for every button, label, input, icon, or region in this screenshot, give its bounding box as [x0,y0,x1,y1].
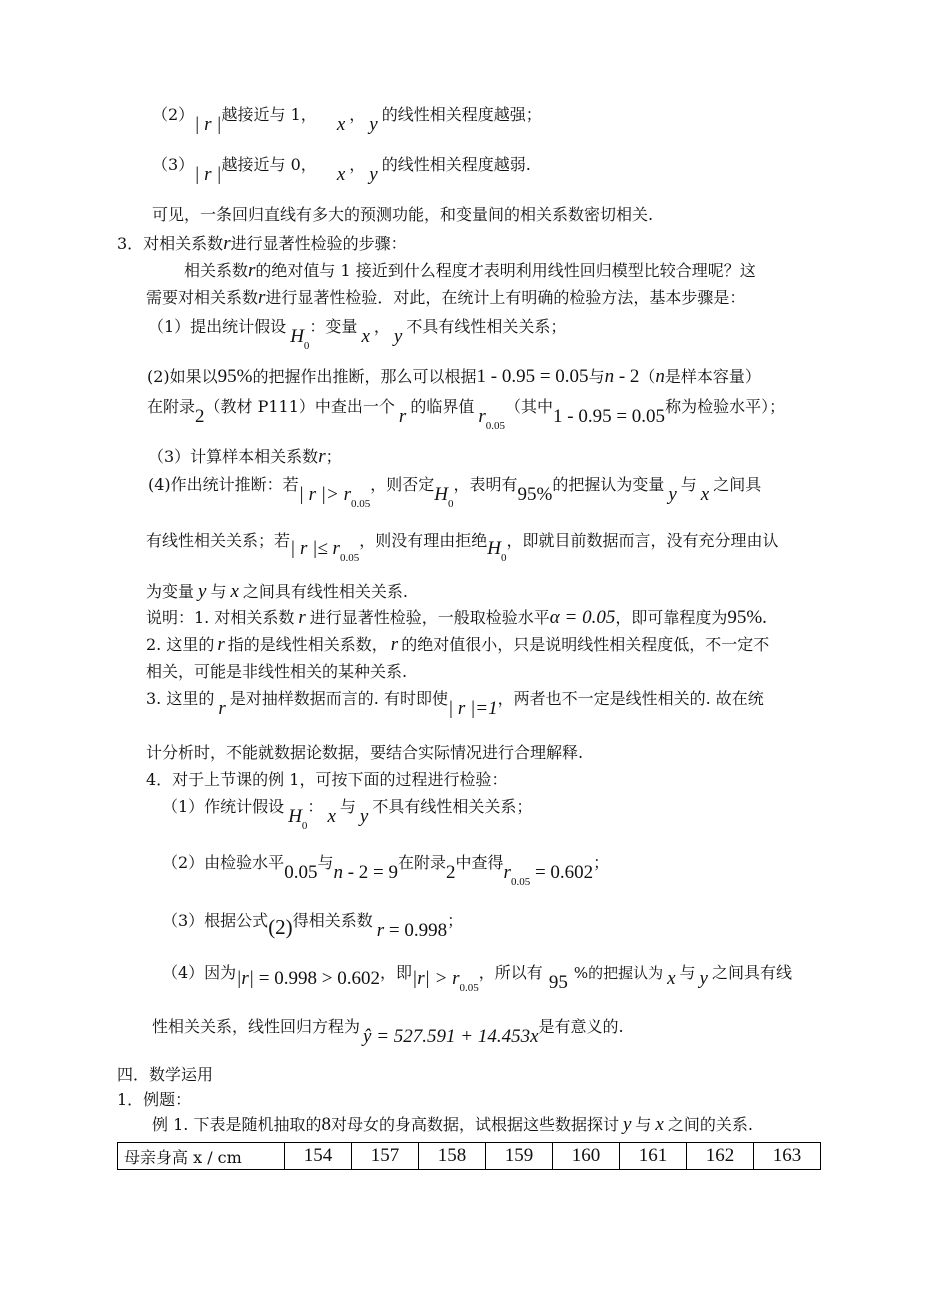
text: （3）计算样本相关系数 [148,447,319,466]
text: ，所以有 [478,963,543,982]
math: |r| > r [411,968,460,989]
text: 3．对相关系数 [117,234,224,253]
step-2 [147,366,761,388]
math: = 527.591 + 14.453x [371,1026,539,1047]
step-3 [148,446,342,468]
math-sub: 0.05 [350,498,371,510]
text: （1）提出统计假设 [148,317,287,336]
text: 不具有线性相关关系； [372,797,533,816]
math-r: r [398,406,407,427]
text: 越接近与 0， [221,155,317,174]
text: 称为检验水平）； [665,397,786,416]
text: （其中 [505,397,554,416]
text: ； [447,911,464,930]
text: ， [373,317,390,336]
math: | r |≤ r [290,538,340,559]
math-r: r [218,698,226,719]
math: 95% [217,366,253,387]
data-table [117,1142,821,1170]
table-row [118,1143,821,1170]
math-h: H [487,538,501,559]
text: （教材 P111）中查出一个 [204,397,395,416]
text: 不具有线性相关关系； [406,317,567,336]
math-sub: 0.05 [485,420,505,432]
text: （3） [152,155,195,174]
table-cell: 158 [419,1143,486,1170]
text: 之间具有线 [711,963,792,982]
text: 3. 这里的 [146,689,215,708]
text: 中查得 [455,853,504,872]
math-sub: 0.05 [339,552,360,564]
text: 与 [210,582,227,601]
list-item-2 [152,104,542,135]
section-heading: 4．对于上节课的例 1，可按下面的过程进行检验： [146,770,508,789]
text: %的把握认为 [573,964,664,982]
note-3-cont: 计分析时，不能就数据论数据，要结合实际情况进行合理解释. [146,743,584,762]
text: 进行显著性检验，一般取检验水平 [309,608,550,627]
math: | r |=1 [447,698,498,719]
text: ，即就目前数据而言，没有充分理由认 [506,531,779,550]
table-cell: 159 [486,1143,553,1170]
step-2-cont [147,396,786,432]
text: ，则否定 [370,475,435,494]
text: ，即 [379,963,412,982]
math-r: r [390,634,399,655]
math-abs-r: | r | [194,114,222,135]
section-heading: 四．数学运用 [117,1065,214,1084]
check-step-4-cont [152,1016,624,1047]
text: 的绝对值与 1 接近到什么程度才表明利用线性回归模型比较合理呢？这 [255,261,756,280]
text: 的临界值 [410,397,475,416]
math-sub: 0 [301,820,308,832]
table-cell: 162 [687,1143,754,1170]
note-2 [146,634,769,656]
note-1 [146,607,767,629]
text: 需要对相关系数 [146,288,259,307]
math-x: x [361,326,370,347]
math-r: r [223,233,231,254]
math-x: x [336,114,346,135]
math-y-hat: ŷ [363,1026,372,1047]
math-y: y [198,581,207,602]
math: 95% [517,484,553,505]
example-text [152,1114,753,1136]
text: 的把握作出推断，那么可以根据 [252,367,477,386]
paragraph [184,260,756,282]
math-y: y [393,326,403,347]
math-sub: 0.05 [459,982,479,994]
text: 与 [588,367,605,386]
text: 有线性相关关系；若 [146,531,291,550]
text: ，即可靠程度为 [615,608,728,627]
math: | r |> r [298,484,351,505]
text: 之间具有线性相关关系. [242,582,408,601]
step-4 [148,474,762,510]
math-r: r [376,920,385,941]
math: (2) [268,915,293,939]
text: 与 [635,1115,652,1134]
math: α = 0.05 [549,607,616,628]
math-y: y [369,164,378,185]
math-h: H [434,484,448,505]
text: 的把握认为变量 [552,475,665,494]
math-r: r [478,406,486,427]
text: 2. 这里的 [146,635,215,654]
math: 2 [446,862,456,883]
text: ，则没有理由拒绝 [359,531,488,550]
table-cell: 160 [553,1143,620,1170]
table-cell: 154 [285,1143,352,1170]
text: （4）因为 [162,963,237,982]
math-r: r [318,446,326,467]
math: 2 [195,406,205,427]
paragraph: 可见，一条回归直线有多大的预测功能，和变量间的相关系数密切相关. [152,205,654,224]
text: 在附录 [147,397,196,416]
text: 对母女的身高数据，试根据这些数据探讨 [330,1115,619,1134]
math-x: x [655,1114,664,1135]
text: ； [325,447,342,466]
text: 指的是线性相关系数， [227,635,388,654]
paragraph [146,287,745,309]
step-4-cont [146,581,408,603]
subsection-heading: 1．例题： [117,1090,192,1109]
math: 1 - 0.95 = 0.05 [553,406,666,427]
math-n: n [333,862,343,883]
text: 进行显著性检验的步骤： [230,234,407,253]
text: 的线性相关程度越强； [381,105,542,124]
text: 与 [680,475,697,494]
text: 得相关系数 [292,911,373,930]
table-cell: 163 [754,1143,821,1170]
note-3 [146,688,764,719]
text: ，两者也不一定是线性相关的. 故在统 [497,689,764,708]
check-step-2 [162,852,610,888]
math-sub: 0 [447,498,454,510]
check-step-4 [162,962,792,994]
text: （ [639,367,656,386]
math-sub: 0.05 [510,876,531,888]
list-item-3 [152,154,531,185]
check-step-3 [162,908,464,941]
math-x: x [667,968,676,989]
step-1 [148,316,567,352]
text: 之间具 [713,475,762,494]
text: 进行显著性检验．对此，在统计上有明确的检验方法，基本步骤是： [265,288,746,307]
text: （1）作统计假设 [162,797,285,816]
text: 例 1. 下表是随机抽取的 [152,1115,322,1134]
text: 之间的关系. [667,1115,753,1134]
text: 的绝对值很小，只是说明线性相关程度低，不一定不 [401,635,770,654]
math: 0.05 [284,862,318,883]
text: 与 [679,963,696,982]
math-abs-r: |r| [236,968,255,989]
text: ， [349,155,366,174]
step-4-cont [146,530,779,564]
math: 95 [548,972,568,993]
math-x: x [336,164,346,185]
text: ：变量 [309,317,358,336]
math-sub: 0 [500,552,507,564]
check-step-1 [162,796,533,832]
math-h: H [290,326,304,347]
text: (2)如果以 [147,367,218,386]
table-cell: 157 [352,1143,419,1170]
math-abs-r: | r | [194,164,222,185]
text: （2） [152,105,195,124]
math-y: y [699,968,708,989]
math: = 0.998 [384,920,448,941]
math-y: y [369,114,378,135]
math-x: x [327,806,336,827]
math-x: x [700,484,710,505]
math: 95% [727,607,763,628]
math: = 0.602 [530,862,594,883]
text: ， [349,105,366,124]
math-r: r [298,607,306,628]
text: 与 [317,853,334,872]
text: ； [593,853,610,872]
text: (4)作出统计推断：若 [148,475,299,494]
text: 越接近与 1， [221,105,317,124]
text: （2）由检验水平 [162,853,285,872]
math: - 2 = 9 [342,862,398,883]
text: 在附录 [398,853,447,872]
math: = 0.998 > 0.602 [254,968,380,989]
math-y: y [359,806,369,827]
text: ，表明有 [453,475,518,494]
math-h: H [288,806,302,827]
math: 8 [321,1114,331,1135]
table-cell: 161 [620,1143,687,1170]
text: （3）根据公式 [162,911,269,930]
math-r: r [258,287,266,308]
text: . [762,607,767,628]
math: 1 - 0.95 = 0.05 [476,366,589,387]
section-heading [117,233,407,255]
math-y: y [668,484,677,505]
text: ： [307,797,324,816]
text: 说明：1. 对相关系数 [146,608,295,627]
math-n: n [655,366,665,387]
text: 的线性相关程度越弱. [381,155,531,174]
text: 是有意义的. [538,1017,624,1036]
math: - 2 [614,366,640,387]
math-sub: 0 [303,340,310,352]
math-y: y [622,1114,632,1135]
text: 是样本容量） [664,367,761,386]
math-n: n [604,366,615,387]
table-header-cell: 母亲身高 x / cm [118,1143,285,1170]
math-r: r [217,634,225,655]
text: 是对抽样数据而言的. 有时即使 [229,689,448,708]
math-r: r [248,260,256,281]
note-2-cont: 相关，可能是非线性相关的某种关系. [146,662,408,681]
text: 相关系数 [184,261,249,280]
text: 与 [339,797,356,816]
math-r: r [503,862,511,883]
text: 为变量 [146,582,195,601]
math-x: x [230,581,239,602]
text: 性相关关系，线性回归方程为 [152,1017,361,1036]
